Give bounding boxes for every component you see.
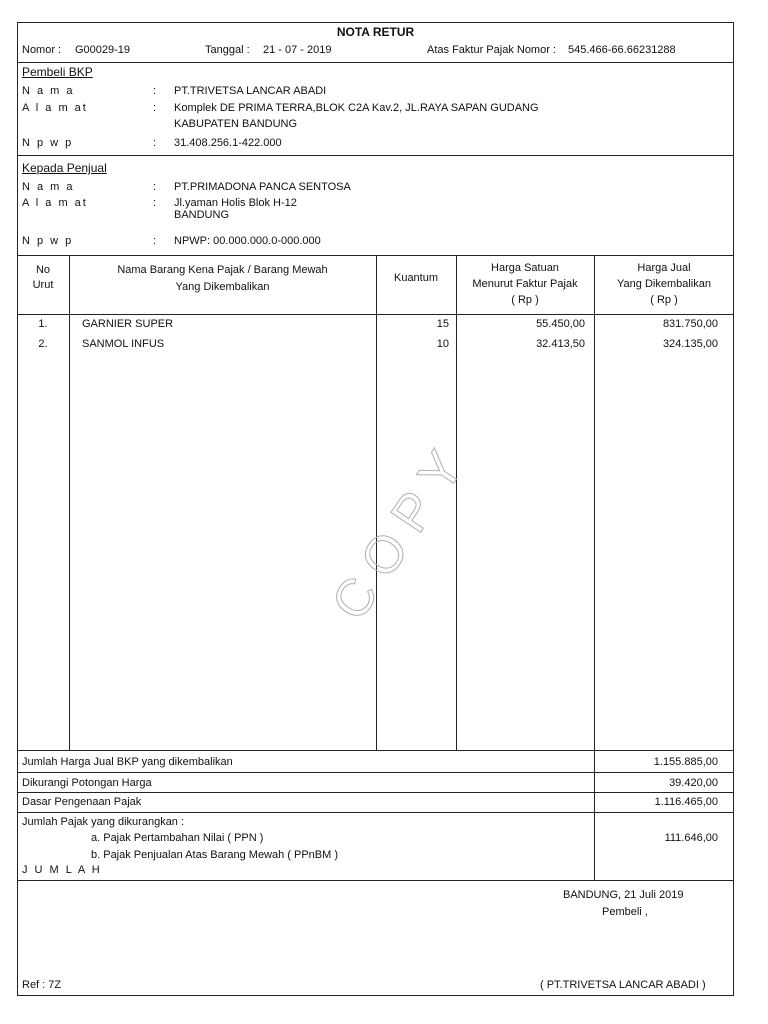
buyer-name-value: PT.TRIVETSA LANCAR ABADI [174, 85, 327, 97]
summary-ppn-value: 111.646,00 [664, 832, 718, 844]
summary-pajak-label: Jumlah Pajak yang dikurangkan : [22, 816, 185, 828]
buyer-npwp-label: N p w p [22, 137, 74, 149]
summary-dpp-value: 1.116.465,00 [654, 796, 718, 808]
colon: : [153, 181, 157, 193]
divider [17, 772, 734, 773]
summary-ppnbm-label: b. Pajak Penjualan Atas Barang Mewah ( PPnBM ) [91, 849, 339, 861]
buyer-section-title: Pembeli BKP [22, 65, 93, 79]
divider [17, 62, 734, 63]
row-total: 324.135,00 [662, 338, 718, 350]
seller-address-line1: Jl.yaman Holis Blok H-12 [174, 197, 297, 209]
seller-address-line2: BANDUNG [174, 209, 230, 221]
seller-section-title: Kepada Penjual [22, 161, 107, 175]
header-no-line1: No [35, 264, 51, 276]
row-no: 2. [38, 338, 48, 350]
summary-jumlah-harga-value: 1.155.885,00 [653, 756, 718, 768]
header-name-line2: Yang Dikembalikan [175, 281, 270, 293]
summary-jumlah-harga-label: Jumlah Harga Jual BKP yang dikembalikan [22, 756, 233, 768]
tanggal-label: Tanggal : [205, 44, 250, 56]
seller-npwp-value: NPWP: 00.000.000.0-000.000 [174, 235, 321, 247]
divider [17, 812, 734, 813]
tanggal-value: 21 - 07 - 2019 [263, 44, 332, 56]
row-qty: 15 [436, 318, 449, 330]
seller-name-label: N a m a [22, 181, 75, 193]
row-price: 32.413,50 [536, 338, 585, 350]
row-price: 55.450,00 [536, 318, 585, 330]
place-date: BANDUNG, 21 Juli 2019 [563, 889, 684, 901]
header-qty: Kuantum [393, 272, 439, 284]
summary-potongan-label: Dikurangi Potongan Harga [22, 777, 152, 789]
document-title: NOTA RETUR [336, 25, 415, 39]
row-name: GARNIER SUPER [82, 318, 174, 330]
divider [17, 750, 734, 751]
header-total-line3: ( Rp ) [650, 294, 678, 306]
copy-watermark: COPY [320, 429, 483, 631]
nomor-value: G00029-19 [75, 44, 131, 56]
faktur-label: Atas Faktur Pajak Nomor : [427, 44, 556, 56]
header-price-line2: Menurut Faktur Pajak [472, 278, 578, 290]
summary-dpp-label: Dasar Pengenaan Pajak [22, 796, 142, 808]
seller-address-label: A l a m at [22, 197, 88, 209]
buyer-address-line1: Komplek DE PRIMA TERRA,BLOK C2A Kav.2, JL.RAYA SAPAN GUDANG [174, 102, 539, 114]
row-total: 831.750,00 [662, 318, 718, 330]
nomor-label: Nomor : [22, 44, 62, 56]
buyer-address-label: A l a m at [22, 102, 88, 114]
header-price-line1: Harga Satuan [491, 262, 559, 274]
summary-total-label: J U M L A H [22, 864, 102, 876]
colon: : [153, 85, 157, 97]
header-no-line2: Urut [32, 279, 54, 291]
seller-name-value: PT.PRIMADONA PANCA SENTOSA [174, 181, 351, 193]
reference-code: Ref : 7Z [22, 979, 62, 991]
buyer-name-label: N a m a [22, 85, 75, 97]
divider [17, 792, 734, 793]
summary-ppn-label: a. Pajak Pertambahan Nilai ( PPN ) [91, 832, 264, 844]
colon: : [153, 102, 157, 114]
seller-npwp-label: N p w p [22, 235, 74, 247]
row-no: 1. [38, 318, 48, 330]
colon: : [153, 137, 157, 149]
divider [17, 314, 734, 315]
header-total-line2: Yang Dikembalikan [617, 278, 711, 290]
pembeli-label: Pembeli , [602, 906, 648, 918]
buyer-npwp-value: 31.408.256.1-422.000 [174, 137, 282, 149]
summary-potongan-value: 39.420,00 [669, 777, 718, 789]
buyer-address-line2: KABUPATEN BANDUNG [174, 118, 298, 130]
divider [17, 880, 734, 881]
row-name: SANMOL INFUS [82, 338, 165, 350]
header-total-line1: Harga Jual [637, 262, 691, 274]
colon: : [153, 235, 157, 247]
signatory-name: ( PT.TRIVETSA LANCAR ABADI ) [540, 979, 706, 991]
row-qty: 10 [436, 338, 449, 350]
header-price-line3: ( Rp ) [511, 294, 539, 306]
colon: : [153, 197, 157, 209]
faktur-value: 545.466-66.66231288 [568, 44, 676, 56]
header-name-line1: Nama Barang Kena Pajak / Barang Mewah [117, 264, 328, 276]
divider [17, 155, 734, 156]
column-divider [69, 255, 70, 750]
